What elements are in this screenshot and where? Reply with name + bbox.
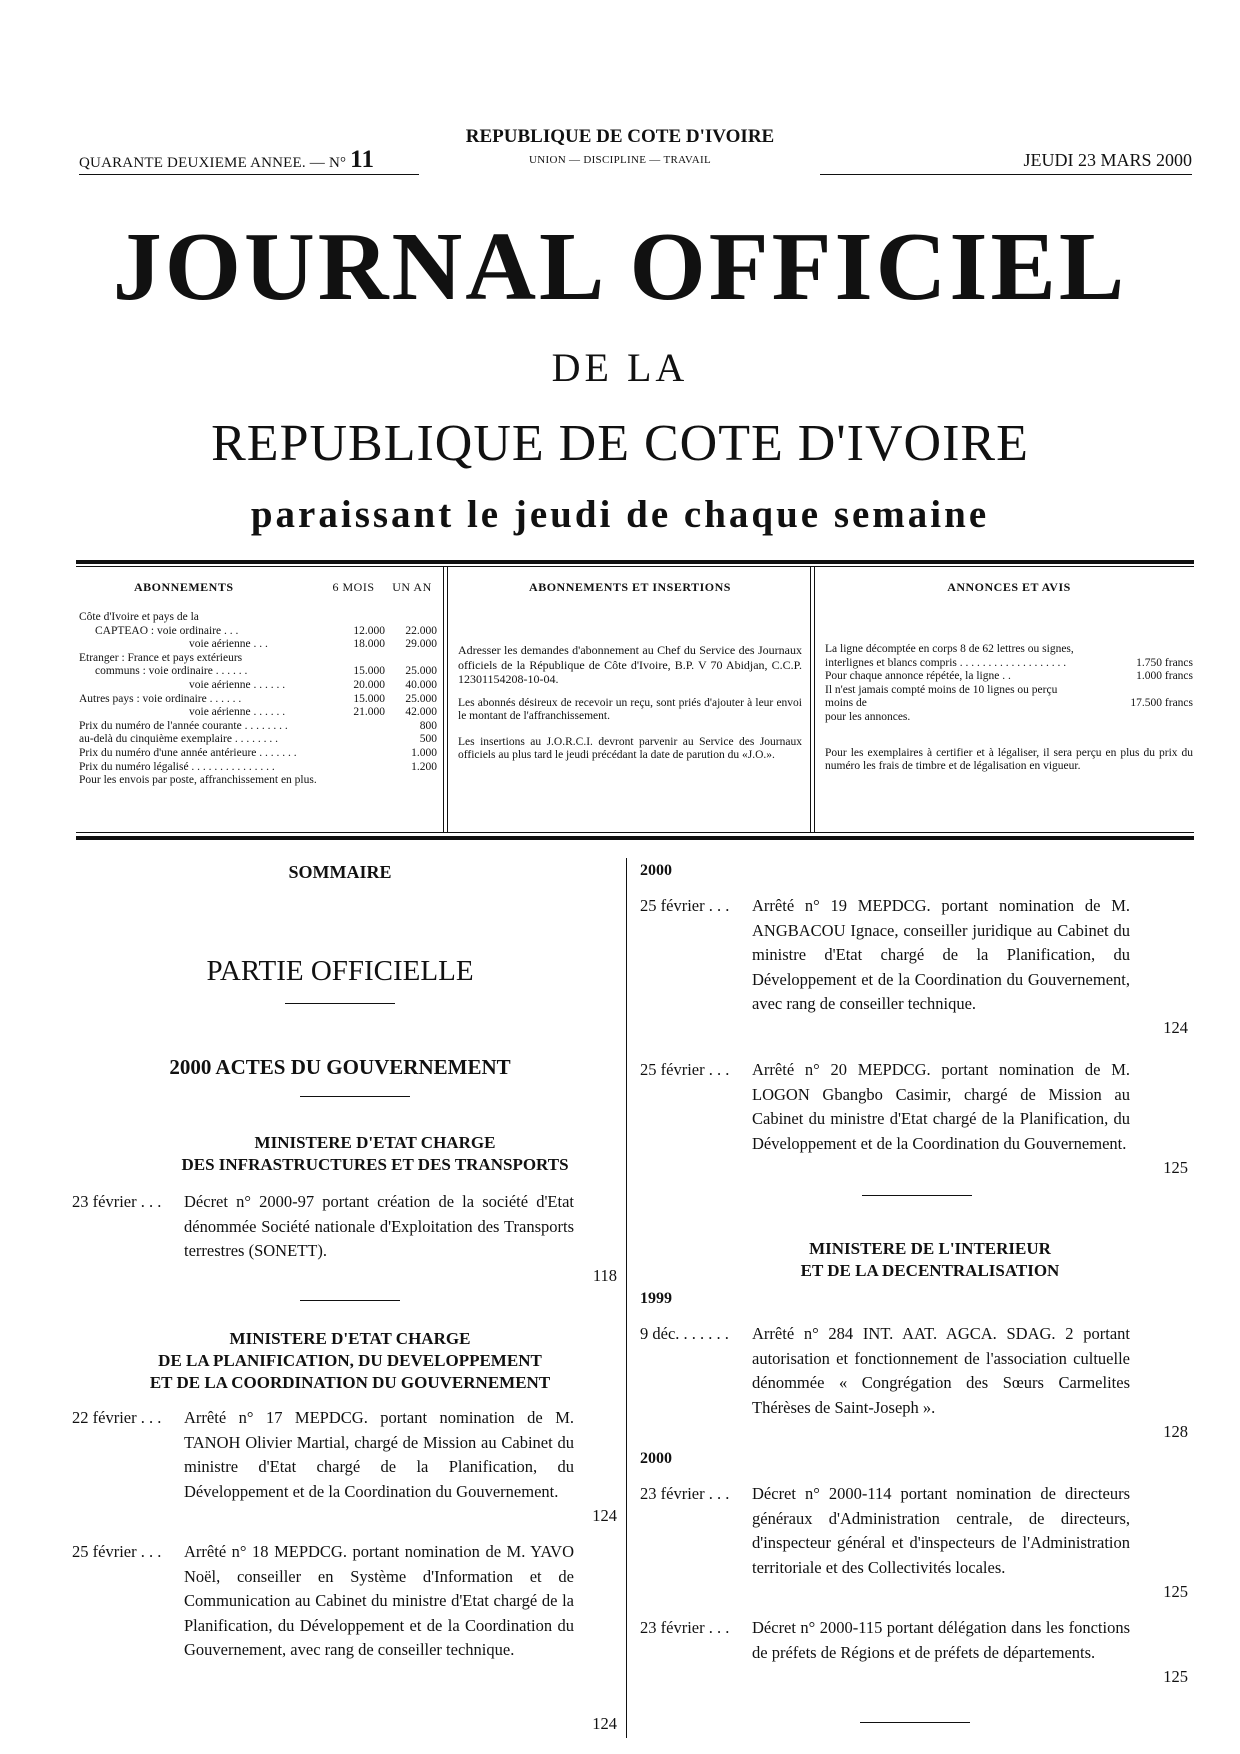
- section-heading: 2000 ACTES DU GOUVERNEMENT: [169, 1055, 511, 1079]
- rule-after-part: [285, 1003, 395, 1004]
- col-6-months: 6 MOIS: [332, 580, 375, 594]
- journal-title: JOURNAL OFFICIEL: [112, 213, 1128, 321]
- subscription-1y-price: 42.000: [405, 706, 437, 719]
- annonces-line-3: Il n'est jamais compté moins de 10 lignes ou perçu moins de 17.500 francs: [825, 683, 1193, 710]
- subscription-1y-price: 800: [419, 719, 437, 732]
- subscription-row-label: au-delà du cinquième exemplaire . . . . . . . .: [79, 733, 278, 746]
- subscriptions-box: [79, 580, 437, 788]
- insertions-receipt: Les abonnés désireux de recevoir un reçu, sont priés d'ajouter à leur envoi le montant de l'affranchissement.: [458, 696, 802, 723]
- subscription-row: [79, 761, 437, 775]
- issue-number: 11: [350, 146, 375, 173]
- subscription-row-label: Prix du numéro légalisé . . . . . . . . . . . . . . .: [79, 760, 275, 773]
- partie-officielle: PARTIE OFFICIELLE: [206, 955, 474, 987]
- subscription-1y-price: 1.000: [411, 746, 437, 759]
- box-divider-2: [810, 566, 811, 832]
- subscription-1y-price: 25.000: [405, 692, 437, 705]
- subscription-6m-price: 21.000: [353, 706, 385, 719]
- subscription-6m-price: 12.000: [353, 624, 385, 637]
- subscription-row-label: CAPTEAO : voie ordinaire . . .: [95, 624, 239, 637]
- header-rule-right: [820, 174, 1192, 175]
- subscription-1y-price: 40.000: [405, 678, 437, 691]
- ministry-infrastructures: MINISTERE D'ETAT CHARGE DES INFRASTRUCTURES ET DES TRANSPORTS: [181, 1133, 569, 1174]
- subscription-1y-price: 22.000: [405, 624, 437, 637]
- subscriptions-intro: Côte d'Ivoire et pays de la: [79, 611, 199, 623]
- subscription-row-label: voie aérienne . . .: [189, 638, 268, 651]
- subscription-row: [79, 693, 437, 707]
- subscription-6m-price: 18.000: [353, 638, 385, 651]
- header-rule-left: [79, 174, 419, 175]
- entry-decret-2000-114: 23 février . . . Décret n° 2000-114 portant nomination de directeurs généraux d'Administration centrale, de directeurs, d'inspecteur général et d'inspecteurs de l'Administration territoriale et des Collectivités locales. 125: [640, 1484, 1188, 1601]
- subscriptions-heading: ABONNEMENTS: [134, 580, 234, 594]
- rule-thin-top: [76, 566, 1194, 567]
- insertions-deadline: Les insertions au J.O.R.C.I. devront parvenir au Service des Journaux officiels au plus tard le jeudi précédant la date de parution du «J.O.».: [458, 735, 802, 762]
- subscriptions-table: [79, 625, 437, 788]
- entry-arrete-19: 25 février . . . Arrêté n° 19 MEPDCG. portant nomination de M. ANGBACOU Ignace, conseiller juridique au Cabinet du ministre d'Etat chargé de la Planification, du Développement et de la Coordination du Gouvernement, avec rang de conseiller technique. 124: [640, 896, 1188, 1037]
- ministry-planification: MINISTERE D'ETAT CHARGE DE LA PLANIFICATION, DU DEVELOPPEMENT ET DE LA COORDINATION DU GOUVERNEMENT: [149, 1329, 551, 1392]
- entry-arrete-284: 9 déc. . . . . . . Arrêté n° 284 INT. AAT. AGCA. SDAG. 2 portant autorisation et fonctionnement de l'association cultuelle dénommée « Congrégation des Sœurs Carmelites Thérèses de Saint-Joseph ». 128: [640, 1324, 1188, 1441]
- insertions-heading: ABONNEMENTS ET INSERTIONS: [529, 580, 731, 594]
- republic-name: REPUBLIQUE DE COTE D'IVOIRE: [465, 126, 775, 147]
- subscription-row: [79, 625, 437, 639]
- subscription-row-label: voie aérienne . . . . . .: [189, 678, 286, 691]
- year-2000-a: 2000: [640, 862, 672, 879]
- subscription-row-label: Prix du numéro de l'année courante . . . . . . . .: [79, 719, 288, 732]
- rule-after-section: [300, 1096, 410, 1097]
- subscription-1y-price: 500: [419, 733, 437, 746]
- entry-arrete-17: 22 février . . . Arrêté n° 17 MEPDCG. portant nomination de M. TANOH Olivier Martial, chargé de Mission au Cabinet du ministre d'Etat chargé de la Planification, du Développement et de la Coordination du Gouvernement. 124: [72, 1408, 617, 1525]
- subscription-row: [79, 679, 437, 693]
- annonces-legalisation: Pour les exemplaires à certifier et à légaliser, il sera perçu en plus du prix du numéro les frais de timbre et de légalisation en vigueur.: [825, 746, 1193, 773]
- subscription-6m-price: 15.000: [353, 665, 385, 678]
- year-1999: 1999: [640, 1290, 672, 1307]
- entry-arrete-20: 25 février . . . Arrêté n° 20 MEPDCG. portant nomination de M. LOGON Gbangbo Casimir, chargé de Mission au Cabinet du ministre d'Etat chargé de la Planification, du Développement et de la Coordination du Gouvernement. 125: [640, 1060, 1188, 1177]
- rule-thick-bottom: [76, 836, 1194, 840]
- insertions-address: Adresser les demandes d'abonnement au Chef du Service des Journaux officiels de la République de Côte d'Ivoire, B.P. V 70 Abidjan, C.C.P. 12301154208-10-04.: [458, 643, 802, 686]
- subscription-row: [79, 774, 437, 788]
- subscription-6m-price: 15.000: [353, 692, 385, 705]
- journal-title-de-la: DE LA: [551, 345, 689, 390]
- annonces-line-3-tail: pour les annonces.: [825, 710, 911, 723]
- annonces-box: [825, 580, 1193, 774]
- subscription-row: [79, 733, 437, 747]
- year-2000-b: 2000: [640, 1450, 672, 1467]
- republic-motto: UNION — DISCIPLINE — TRAVAIL: [529, 154, 711, 166]
- subscription-row-label: Autres pays : voie ordinaire . . . . . .: [79, 692, 242, 705]
- sommaire-heading: SOMMAIRE: [288, 862, 392, 882]
- entry-decret-2000-97: 23 février . . . Décret n° 2000-97 portant création de la société d'Etat dénommée Société nationale d'Exploitation des Transports terrestres (SONETT). 118: [72, 1192, 617, 1285]
- subscription-1y-price: 25.000: [405, 665, 437, 678]
- rule-thick-top: [76, 560, 1194, 564]
- journal-subtitle: paraissant le jeudi de chaque semaine: [250, 493, 990, 536]
- insertions-box: [458, 580, 802, 763]
- subscription-row: [79, 638, 437, 652]
- col-one-year: UN AN: [392, 580, 432, 594]
- box-divider-2b: [814, 566, 815, 832]
- subscription-row: [79, 720, 437, 734]
- subscription-row-label: Pour les envois par poste, affranchissement en plus.: [79, 774, 317, 787]
- rule-bottom-right: [860, 1722, 970, 1723]
- subscription-row: [79, 706, 437, 720]
- entry-decret-2000-115: 23 février . . . Décret n° 2000-115 portant délégation dans les fonctions de préfets de Régions et de préfets de départements. 125: [640, 1618, 1188, 1686]
- subscription-row-label: Etranger : France et pays extérieurs: [79, 651, 243, 664]
- republic-block: [420, 126, 820, 166]
- subscription-row-label: voie aérienne . . . . . .: [189, 706, 286, 719]
- annonces-heading: ANNONCES ET AVIS: [947, 580, 1071, 594]
- rule-after-entry-5: [862, 1195, 972, 1196]
- subscription-1y-price: 1.200: [411, 760, 437, 773]
- ministry-interieur: MINISTERE DE L'INTERIEUR ET DE LA DECENTRALISATION: [800, 1239, 1060, 1280]
- issue-year-label: QUARANTE DEUXIEME ANNEE. — N°: [79, 155, 347, 171]
- subscription-6m-price: 20.000: [353, 678, 385, 691]
- annonces-line-2: Pour chaque annonce répétée, la ligne . . 1.000 francs: [825, 670, 1193, 683]
- box-divider-1: [443, 566, 444, 832]
- issue-date: JEUDI 23 MARS 2000: [1023, 150, 1192, 170]
- subscription-row: [79, 652, 437, 666]
- entry-arrete-18: 25 février . . . Arrêté n° 18 MEPDCG. portant nomination de M. YAVO Noël, conseiller en Système d'Information et de Communication au Cabinet du ministre d'Etat chargé de la Planification, du Développement et de la Coordination du Gouvernement, avec rang de conseiller technique. 124: [72, 1542, 617, 1733]
- rule-after-entry-1: [300, 1300, 400, 1301]
- subscription-row-label: Prix du numéro d'une année antérieure . . . . . . .: [79, 746, 297, 759]
- column-divider: [626, 858, 627, 1738]
- journal-title-republic: REPUBLIQUE DE COTE D'IVOIRE: [211, 415, 1029, 472]
- box-divider-1b: [447, 566, 448, 832]
- subscription-row-label: communs : voie ordinaire . . . . . .: [95, 665, 248, 678]
- annonces-line-1: La ligne décomptée en corps 8 de 62 lettres ou signes, interlignes et blancs compris . . . . . . . . . . . . . . . . . . . 1.750 francs: [825, 643, 1193, 669]
- issue-line: [79, 146, 374, 174]
- subscription-row: [79, 747, 437, 761]
- subscription-1y-price: 29.000: [405, 638, 437, 651]
- subscription-row: [79, 665, 437, 679]
- rule-thin-bottom: [76, 832, 1194, 833]
